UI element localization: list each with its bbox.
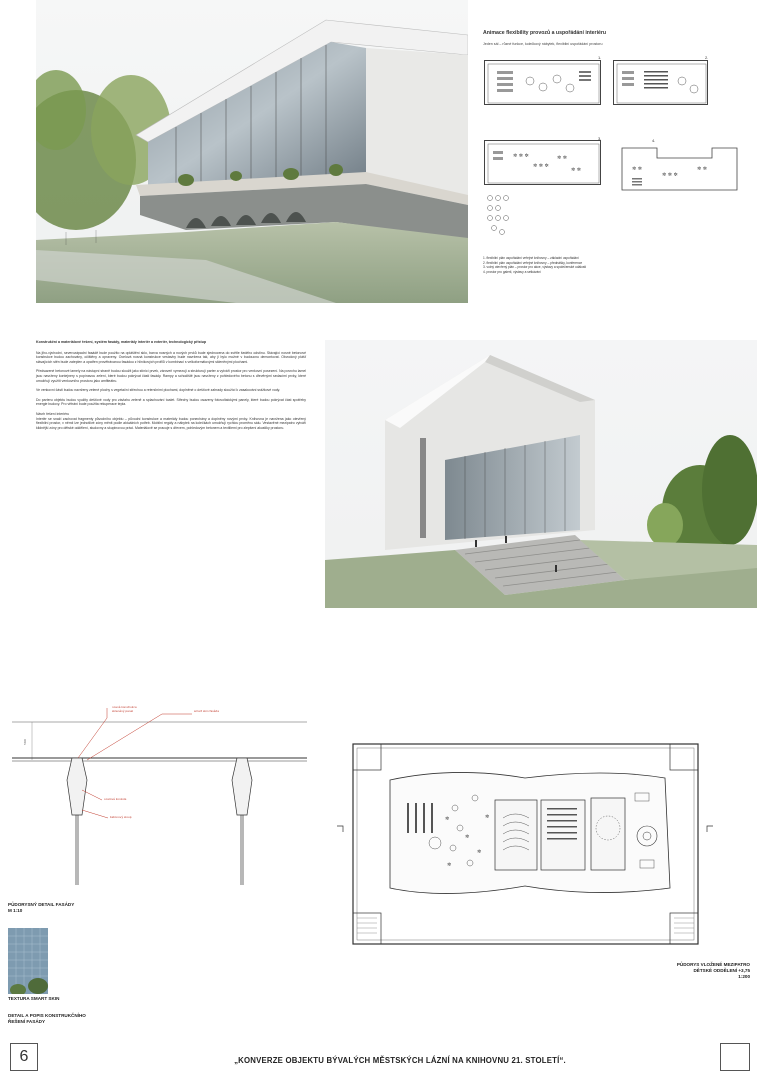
svg-text:590: 590 (23, 739, 27, 745)
paragraph: Na jiho-východní, severozápadní fasádě bude použito na opláštění sklo, barva nosných a nových prvků bude sjednocena do světle šedého odstínu. Stávající nosné betonové konstrukce budou zachovány, očištěny a opraveny. Ocelová nosná konstrukce vestavby bude navržena tak, aby ji bylo možné v budoucnu demontovat. Obvodový plášť stávajících stěn bude zateplen a opatřen provětrávanou fasádou z hliníkových profilů v kombinaci s velkoformátovými skleněnými plochami. (36, 350, 306, 364)
animation-subtitle: Jeden sál – různé funkce, kolečkový nábytek, flexibilní uspořádání prostoru (483, 42, 603, 46)
svg-text:✲ ✲ ✲: ✲ ✲ ✲ (513, 153, 529, 159)
flex-plan-1 (484, 60, 601, 105)
svg-text:✲ ✲: ✲ ✲ (571, 167, 581, 173)
svg-text:smart skin fasáda: smart skin fasáda (194, 709, 219, 713)
flex-plan-4 (612, 140, 742, 198)
svg-text:✲: ✲ (445, 816, 450, 822)
floor-plan-subtitle: DĚTSKÉ ODDĚLENÍ +3,75 (693, 968, 750, 973)
facade-detail-drawing (12, 700, 307, 885)
paragraph: Předsazené betonové lamely na nástupní straně budou sloužit jako stínicí prvek, zároveň vymezují a strukturují parter a vytváří prostor pro venkovní posezení. Na povrchu lamel jsou navrženy kontejnery s popínavou zelení, které budou pokrývat části fasády. Rampy a schodiště jsou navrženy z pohledového betonu s dřevěnými sedacími prvky, které umožňují využití venkovního prostoru jako amfiteátru. (36, 369, 306, 383)
svg-text:✲ ✲: ✲ ✲ (697, 166, 707, 172)
description-text (36, 340, 306, 435)
svg-text:nosná konstrukce: nosná konstrukce (112, 705, 137, 709)
svg-text:ocelová konzole: ocelová konzole (104, 797, 127, 801)
svg-text:✲: ✲ (465, 834, 470, 840)
svg-text:skleněný panel: skleněný panel (112, 709, 134, 713)
paragraph: Ve venkovní části budou navrženy zelené plochy s vegetační střechou a retenčními plochami, doplněné o dešťové zahrady sloužící k zasakování srážkové vody. (36, 388, 281, 393)
svg-text:✲ ✲: ✲ ✲ (557, 155, 567, 161)
exterior-render-main (36, 0, 468, 303)
floor-plan-label (560, 962, 750, 980)
legend-item: 3. volný otevřený plán – prostor pro akce, výstavy a společenské události (483, 265, 587, 270)
svg-text:betonový sloup: betonový sloup (110, 815, 132, 819)
subheading: Návrh řešení interiéru (36, 411, 70, 416)
texture-label: TEXTURA SMART SKIN (8, 996, 60, 1001)
legend-item: 2. flexibilní plán uspořádání veřejné knihovny – přednášky, konference (483, 260, 583, 265)
furniture-legend (484, 190, 514, 240)
plan-number: 2. (705, 55, 709, 60)
animation-legend-list (483, 256, 743, 274)
svg-text:✲: ✲ (485, 814, 490, 820)
page-number: 6 (10, 1043, 38, 1071)
svg-text:✲: ✲ (477, 849, 482, 855)
svg-text:✲ ✲ ✲: ✲ ✲ ✲ (533, 163, 549, 169)
svg-text:✲ ✲ ✲: ✲ ✲ ✲ (662, 172, 678, 178)
exterior-render-entrance (325, 340, 757, 608)
floor-plan-title: PŮDORYS VLOŽENÉ MEZIPATRO (676, 962, 750, 967)
svg-text:✲ ✲: ✲ ✲ (632, 166, 642, 172)
floor-plan-mezzanine (335, 738, 715, 953)
floor-plan-scale: 1:200 (738, 974, 750, 979)
plan-number: 4. (652, 138, 656, 143)
legend-item: 1. flexibilní plán uspořádání veřejné knihovny – základní uspořádání (483, 256, 579, 260)
smart-skin-texture-image (8, 928, 48, 994)
project-title: „KONVERZE OBJEKTU BÝVALÝCH MĚSTSKÝCH LÁZNÍ NA KNIHOVNU 21. STOLETÍ“. (234, 1056, 566, 1065)
animation-title: Animace flexibility provozů a uspořádání interiéru (483, 30, 607, 36)
flex-plan-2 (613, 60, 708, 105)
plan-number: 1. (598, 55, 602, 60)
flex-plan-3 (484, 140, 601, 185)
facade-detail-scale: M 1:10 (8, 908, 23, 913)
detail-desc-line: ŘEŠENÍ FASÁDY (8, 1019, 46, 1024)
empty-frame (720, 1043, 750, 1071)
facade-detail-label (8, 902, 74, 914)
detail-description-label (8, 1013, 86, 1025)
paragraph: Interiér se snaží zachovat fragmenty původního objektu – původní konstrukce a materiály budou ponechány a doplněny novými prvky. Knihovna je navržena jako otevřený flexibilní prostor, v němž lze jednotlivé zóny měnit podle aktuálních potřeb. Mobilní regály a nábytek na kolečkách umožňují rychlou proměnu sálu. Vestavěné mezipatro vytváří klidnější zóny pro dětské oddělení, studovny a skupinovou práci. Materiálově se pracuje s dřevem, pohledovým betonem a textiliemi pro zlepšení akustiky prostoru. (36, 416, 306, 430)
detail-desc-line: DETAIL A POPIS KONSTRUKČNÍHO (8, 1013, 86, 1018)
plan-number: 3. (598, 136, 602, 141)
paragraph: Do parteru objektu budou využity dešťové vody pro závlahu zeleně a splachování toalet. Střechy budou osazeny fotovoltaickými panely, které budou pokrývat část spotřeby energie budovy. Pro větrání bude použita rekuperace tepla. (36, 397, 306, 407)
description-heading: Konstrukční a materiálové řešení, systém fasády, materiály interiér a exteriér, technologický přístup (36, 340, 207, 344)
svg-text:✲: ✲ (447, 862, 452, 868)
legend-item: 4. prostor pro galerii, výstavy a setkávání (483, 269, 541, 274)
facade-detail-title: PŮDORYSNÝ DETAIL FASÁDY (8, 902, 75, 907)
